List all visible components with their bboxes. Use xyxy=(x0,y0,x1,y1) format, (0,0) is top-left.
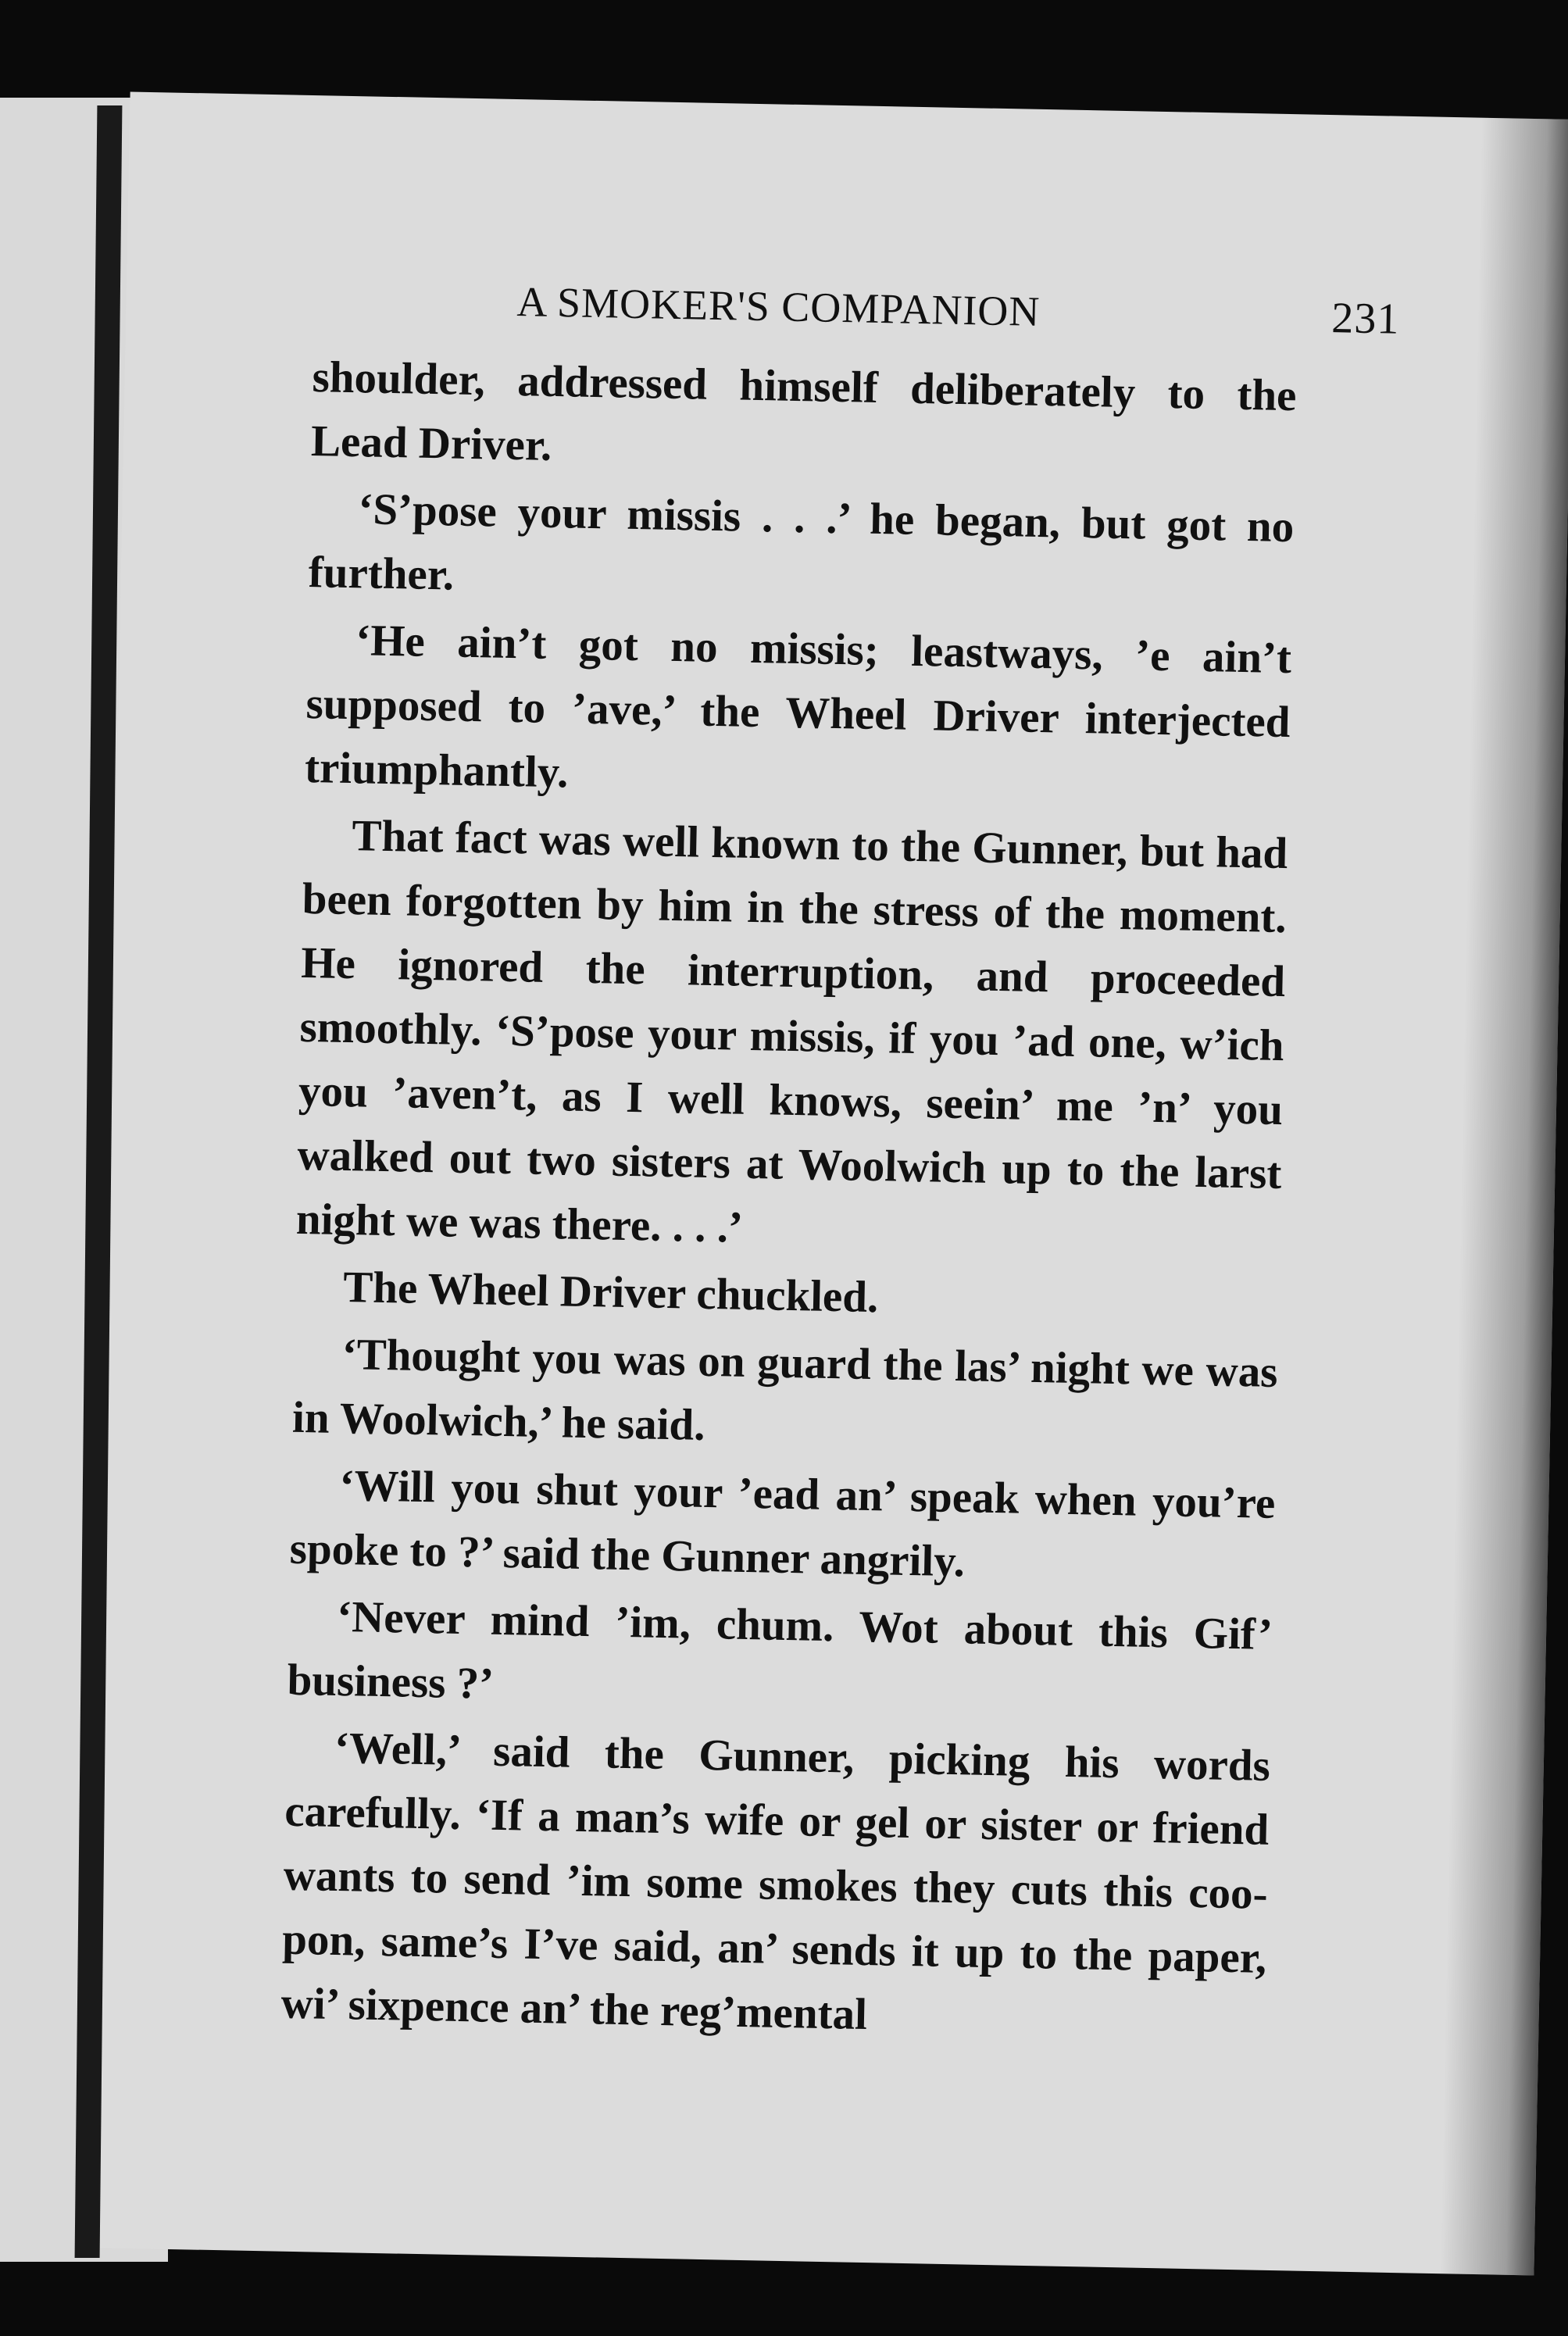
paragraph-1: shoulder, addressed himself deliberately to the Lead Driver. xyxy=(310,352,1298,470)
paragraph-2: ‘S’pose your missis . . .’ he began, but got no further. xyxy=(308,484,1295,600)
page-number: 231 xyxy=(1330,294,1400,344)
body-text xyxy=(280,345,1297,2058)
page-edge-shadow xyxy=(1440,118,1568,2276)
page-header xyxy=(516,277,1400,357)
paragraph-7: ‘Will you shut your ’ead an’ speak when you’re spoke to ?’ said the Gunner angrily. xyxy=(289,1460,1276,1587)
paragraph-6: ‘Thought you was on guard the las’ night we was in Woolwich,’ he said. xyxy=(291,1330,1279,1450)
paragraph-4: That fact was well known to the Gunner, but had been forgotten by him in the stress of the moment. He ignored the interruption, and proceeded smoothly. ‘S’pose your missis, if you ’ad one, w’ich you ’aven’t, as I well knows, seein’ me ’n’ you walked out two sisters at Woolwich up to the larst night we was there. . . .’ xyxy=(295,811,1288,1252)
running-title: A SMOKER'S COMPANION xyxy=(516,278,1041,335)
paragraph-3: ‘He ain’t got no missis; leastways, ’e ain’t supposed to ’ave,’ the Wheel Driver interjected triumphantly. xyxy=(304,616,1292,798)
paragraph-5: The Wheel Driver chuckled. xyxy=(342,1263,879,1323)
book-page xyxy=(89,91,1568,2275)
paragraph-9: ‘Well,’ said the Gunner, picking his words carefully. ‘If a man’s wife or gel or sister or friend wants to send ’im some smokes they cuts this coo-pon, same’s I’ve said, an’ sends it up to the paper, wi’ sixpence an’ the reg’mental xyxy=(280,1723,1271,2040)
paragraph-8: ‘Never mind ’im, chum. Wot about this Gif’ business ?’ xyxy=(287,1591,1273,1709)
